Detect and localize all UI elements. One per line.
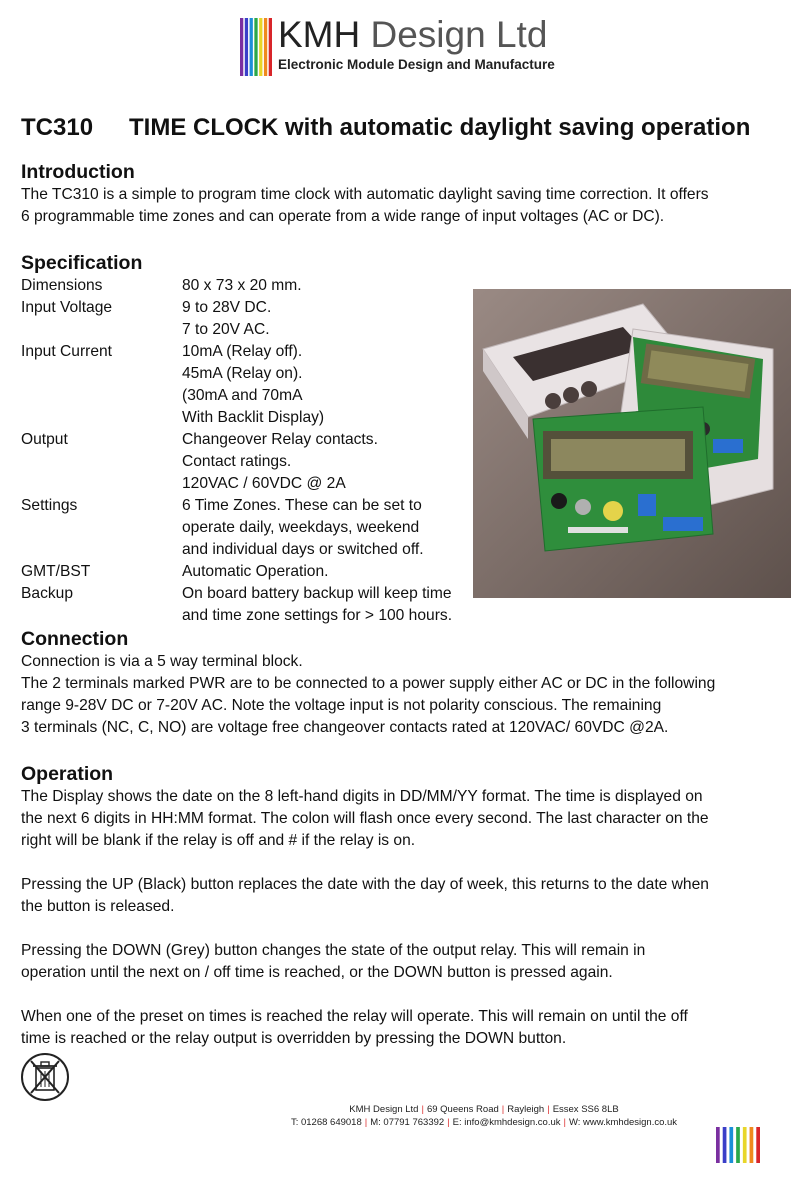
operation-line: operation until the next on / off time is reached, or the DOWN button is pressed again. [21,964,613,981]
footer-rainbow-bars [716,1127,760,1163]
rainbow-bar [750,1127,754,1163]
spec-row [21,297,452,341]
intro-line: 6 programmable time zones and can operate from a wide range of input voltages (AC or DC). [21,208,665,225]
spec-value [182,429,378,495]
rainbow-bar [729,1127,733,1163]
rainbow-bar [245,18,248,76]
footer-town: Rayleigh [507,1104,545,1115]
spec-value-line: 45mA (Relay on). [182,365,303,382]
footer-separator: | [364,1117,368,1128]
spec-value-line: and time zone settings for > 100 hours. [182,607,453,624]
rainbow-bar [743,1127,747,1163]
product-title: TIME CLOCK with automatic daylight saving operation [129,114,751,141]
spec-label: Dimensions [21,277,103,294]
spec-row [21,429,452,495]
operation-paragraph [21,940,791,984]
operation-line: The Display shows the date on the 8 left-hand digits in DD/MM/YY format. The time is displayed on [21,788,703,805]
spec-row [21,583,452,627]
operation-line: time is reached or the relay output is overridden by pressing the DOWN button. [21,1030,567,1047]
spec-value-line: 7 to 20V AC. [182,321,270,338]
operation-line: the button is released. [21,898,175,915]
spec-value-line: 120VAC / 60VDC @ 2A [182,475,346,492]
introduction-text [21,184,791,228]
weee-crossed-bin-icon [20,1051,70,1103]
spec-value [182,297,271,341]
product-photo-drawing [473,289,791,598]
footer-email[interactable]: E: info@kmhdesign.co.uk [452,1117,561,1128]
footer-phone: T: 01268 649018 [290,1117,362,1128]
connection-text [21,651,791,739]
specification-heading: Specification [21,252,143,274]
footer-separator: | [563,1117,566,1128]
rainbow-bar [736,1127,740,1163]
connection-line: Connection is via a 5 way terminal block. [21,653,303,670]
footer-address [0,1104,808,1115]
spec-label: Input Voltage [21,299,113,316]
spec-value [182,341,324,429]
connection-heading: Connection [21,628,129,650]
rainbow-bar [250,18,253,76]
document-title [21,114,750,142]
spec-value-line: On board battery backup will keep time [182,585,452,602]
spec-label: Settings [21,497,78,514]
spec-value [182,275,302,297]
rainbow-bar [716,1127,720,1163]
product-code: TC310 [21,114,94,141]
connection-line: 3 terminals (NC, C, NO) are voltage free changeover contacts rated at 120VAC/ 60VDC @2A. [21,719,669,736]
logo-rainbow-bars [240,18,272,76]
spec-row [21,561,452,583]
spec-value-line: (30mA and 70mA [182,387,303,404]
footer-separator: | [421,1104,424,1115]
rainbow-bar [264,18,267,76]
operation-line: right will be blank if the relay is off and # if the relay is on. [21,832,416,849]
rainbow-bar [756,1127,760,1163]
footer-contact [0,1117,808,1128]
operation-line: When one of the preset on times is reached the relay will operate. This will remain on until the off [21,1008,688,1025]
rainbow-bar [723,1127,727,1163]
operation-paragraph [21,1006,791,1050]
rainbow-bar [240,18,243,76]
spec-value-line: 6 Time Zones. These can be set to [182,497,422,514]
operation-line: Pressing the UP (Black) button replaces the date with the day of week, this returns to the date when [21,876,709,893]
spec-value-line: 80 x 73 x 20 mm. [182,277,302,294]
connection-line: range 9-28V DC or 7-20V AC. Note the voltage input is not polarity conscious. The remaining [21,697,662,714]
operation-line: Pressing the DOWN (Grey) button changes the state of the output relay. This will remain in [21,942,646,959]
footer-postcode: Essex SS6 8LB [552,1104,619,1115]
footer-web[interactable]: W: www.kmhdesign.co.uk [568,1117,678,1128]
spec-row [21,341,452,429]
footer-separator: | [547,1104,550,1115]
operation-paragraph [21,786,791,852]
brand-main: KMH [278,14,361,55]
spec-row [21,275,452,297]
spec-value-line: Automatic Operation. [182,563,329,580]
operation-heading: Operation [21,763,114,785]
product-photo [473,289,791,598]
spec-value [182,495,424,561]
spec-value [182,561,328,583]
intro-line: The TC310 is a simple to program time clock with automatic daylight saving time correction. It offers [21,186,709,203]
spec-row [21,495,452,561]
spec-value [182,583,452,627]
spec-value-line: Changeover Relay contacts. [182,431,378,448]
spec-value-line: With Backlit Display) [182,409,325,426]
brand-rest: Design Ltd [360,14,548,55]
rainbow-bar [254,18,257,76]
spec-value-line: operate daily, weekdays, weekend [182,519,420,536]
spec-label: Backup [21,585,74,602]
spec-label: GMT/BST [21,563,91,580]
spec-label: Input Current [21,343,113,360]
operation-paragraph [21,874,791,918]
connection-line: The 2 terminals marked PWR are to be connected to a power supply either AC or DC in the following [21,675,716,692]
rainbow-bar [259,18,262,76]
footer-separator: | [501,1104,505,1115]
spec-value-line: 10mA (Relay off). [182,343,303,360]
spec-value-line: 9 to 28V DC. [182,299,272,316]
operation-line: the next 6 digits in HH:MM format. The colon will flash once every second. The last character on the [21,810,709,827]
footer-street: 69 Queens Road [426,1104,499,1115]
company-logo-title [278,14,547,57]
rainbow-bar [269,18,272,76]
introduction-heading: Introduction [21,161,135,183]
footer-company: KMH Design Ltd [349,1104,419,1115]
spec-label: Output [21,431,68,448]
company-tagline: Electronic Module Design and Manufacture [278,57,555,72]
footer-mobile: M: 07791 763392 [370,1117,445,1128]
spec-value-line: and individual days or switched off. [182,541,424,558]
specification-table [21,275,452,627]
spec-value-line: Contact ratings. [182,453,292,470]
footer-separator: | [447,1117,450,1128]
